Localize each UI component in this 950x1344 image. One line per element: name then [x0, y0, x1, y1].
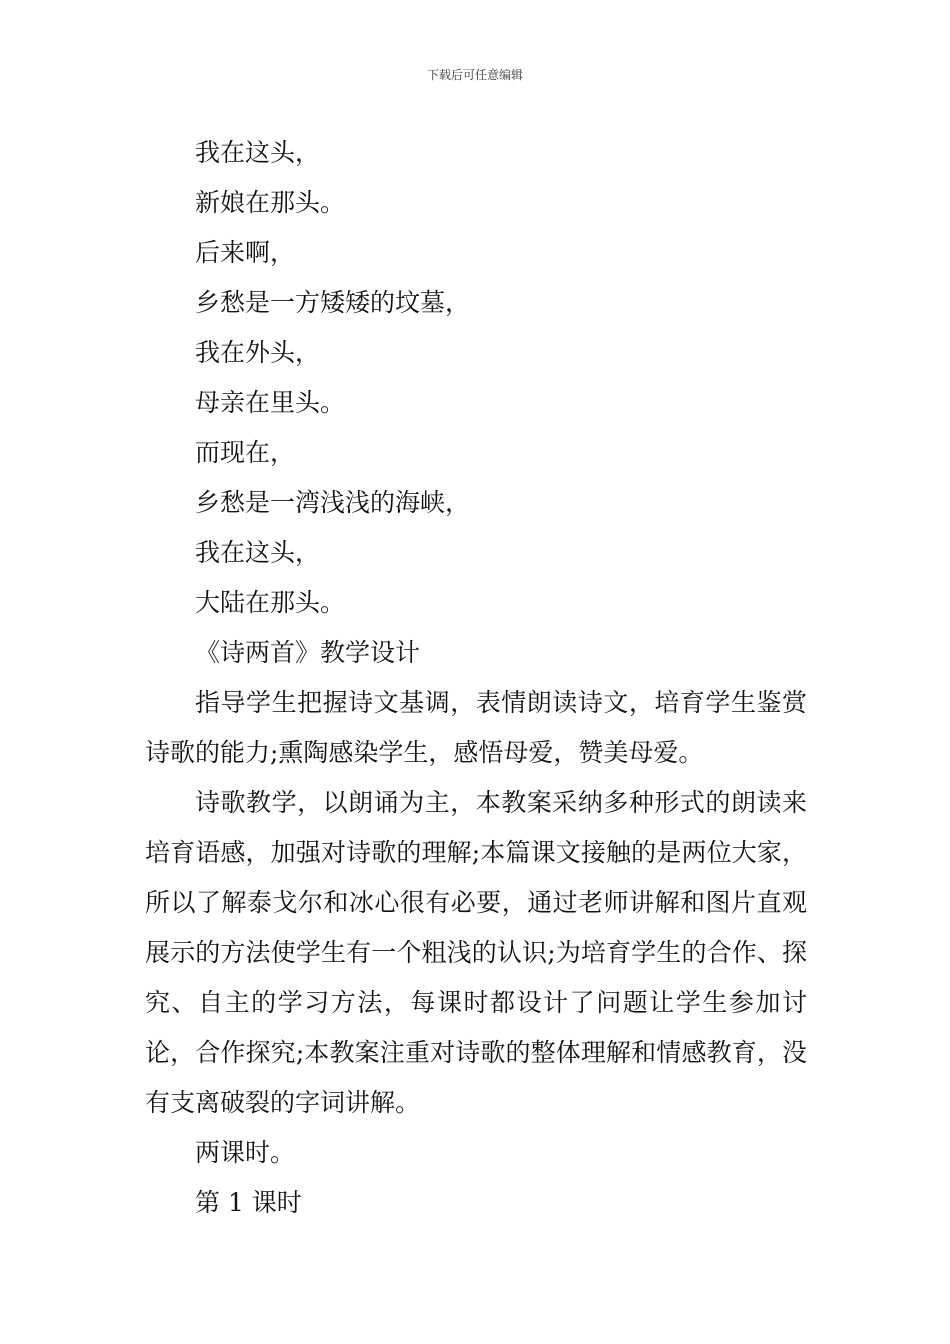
objective-paragraph: 指导学生把握诗文基调，表情朗读诗文，培育学生鉴赏诗歌的能力;熏陶感染学生，感悟母爱，赞美母爱。 [145, 688, 807, 767]
poem-line: 而现在， [195, 438, 296, 467]
poem-line: 后来啊， [195, 238, 296, 267]
document-body [145, 128, 807, 1228]
lesson-label: 第 1 课时 [195, 1188, 302, 1217]
poem-line: 我在外头， [195, 338, 321, 367]
poem-line: 母亲在里头。 [195, 388, 346, 417]
design-paragraph: 诗歌教学，以朗诵为主，本教案采纳多种形式的朗读来培育语感，加强对诗歌的理解;本篇课文接触的是两位大家，所以了解泰戈尔和冰心很有必要，通过老师讲解和图片直观展示的方法使学生有一个粗浅的认识;为培育学生的合作、探究、自主的学习方法，每课时都设计了问题让学生参加讨论，合作探究;本教案注重对诗歌的整体理解和情感教育，没有支离破裂的字词讲解。 [145, 788, 807, 1117]
poem-line: 我在这头， [195, 138, 321, 167]
poem-line: 我在这头， [195, 538, 321, 567]
poem-line: 大陆在那头。 [195, 588, 346, 617]
class-hours: 两课时。 [195, 1138, 296, 1167]
poem-line: 乡愁是一方矮矮的坟墓， [195, 288, 471, 317]
poem-line: 新娘在那头。 [195, 188, 346, 217]
page-header: 下载后可任意编辑 [426, 68, 523, 82]
poem-line: 乡愁是一湾浅浅的海峡， [195, 488, 471, 517]
section-title: 《诗两首》教学设计 [195, 638, 421, 667]
